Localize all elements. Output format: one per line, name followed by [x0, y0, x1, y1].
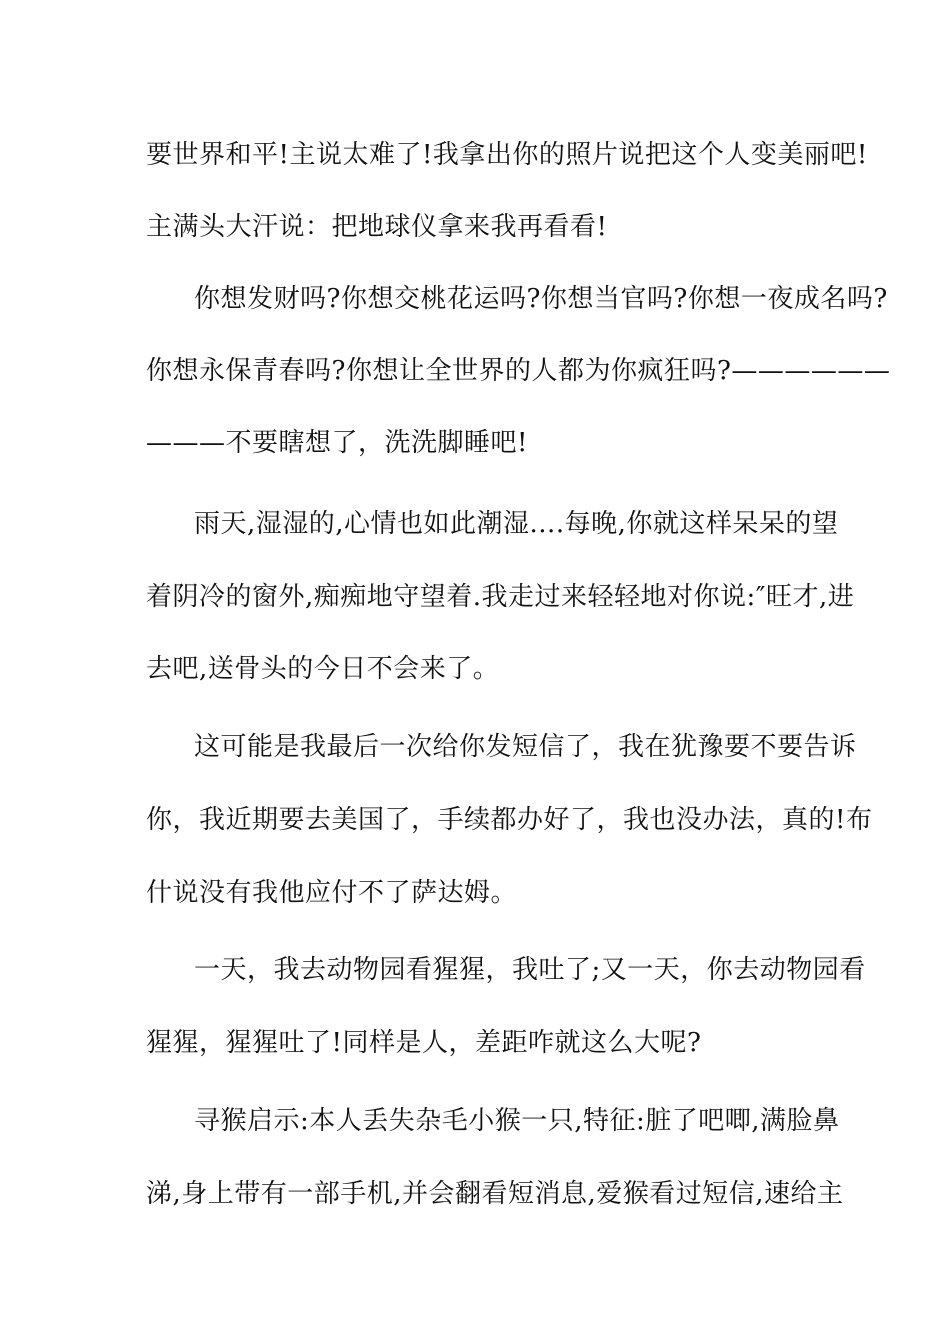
text-line: ———不要瞎想了，洗洗脚睡吧! — [146, 428, 528, 458]
text-line: 去吧,送骨头的今日不会来了。 — [146, 654, 500, 684]
text-line: 寻猴启示:本人丢失杂毛小猴一只,特征:脏了吧唧,满脸鼻 — [194, 1106, 840, 1136]
text-line: 猩猩，猩猩吐了!同样是人，差距咋就这么大呢? — [146, 1028, 702, 1058]
text-line: 什说没有我他应付不了萨达姆。 — [146, 878, 518, 908]
text-line: 涕,身上带有一部手机,并会翻看短消息,爱猴看过短信,速给主 — [146, 1179, 844, 1209]
text-line: 要世界和平!主说太难了!我拿出你的照片说把这个人变美丽吧! — [146, 140, 868, 170]
text-line: 着阴冷的窗外,痴痴地守望着.我走过来轻轻地对你说:″旺才,进 — [146, 582, 855, 612]
text-line: 你想发财吗?你想交桃花运吗?你想当官吗?你想一夜成名吗? — [194, 284, 888, 314]
text-line: 你想永保青春吗?你想让全世界的人都为你疯狂吗?—————— — [146, 356, 891, 386]
text-line: 主满头大汗说：把地球仪拿来我再看看! — [146, 212, 608, 242]
text-line: 一天，我去动物园看猩猩，我吐了;又一天，你去动物园看 — [194, 955, 866, 985]
text-line: 这可能是我最后一次给你发短信了，我在犹豫要不要告诉 — [194, 732, 857, 762]
text-line: 你，我近期要去美国了，手续都办好了，我也没办法，真的!布 — [146, 805, 873, 835]
text-line: 雨天,湿湿的,心情也如此潮湿....每晚,你就这样呆呆的望 — [194, 509, 839, 539]
